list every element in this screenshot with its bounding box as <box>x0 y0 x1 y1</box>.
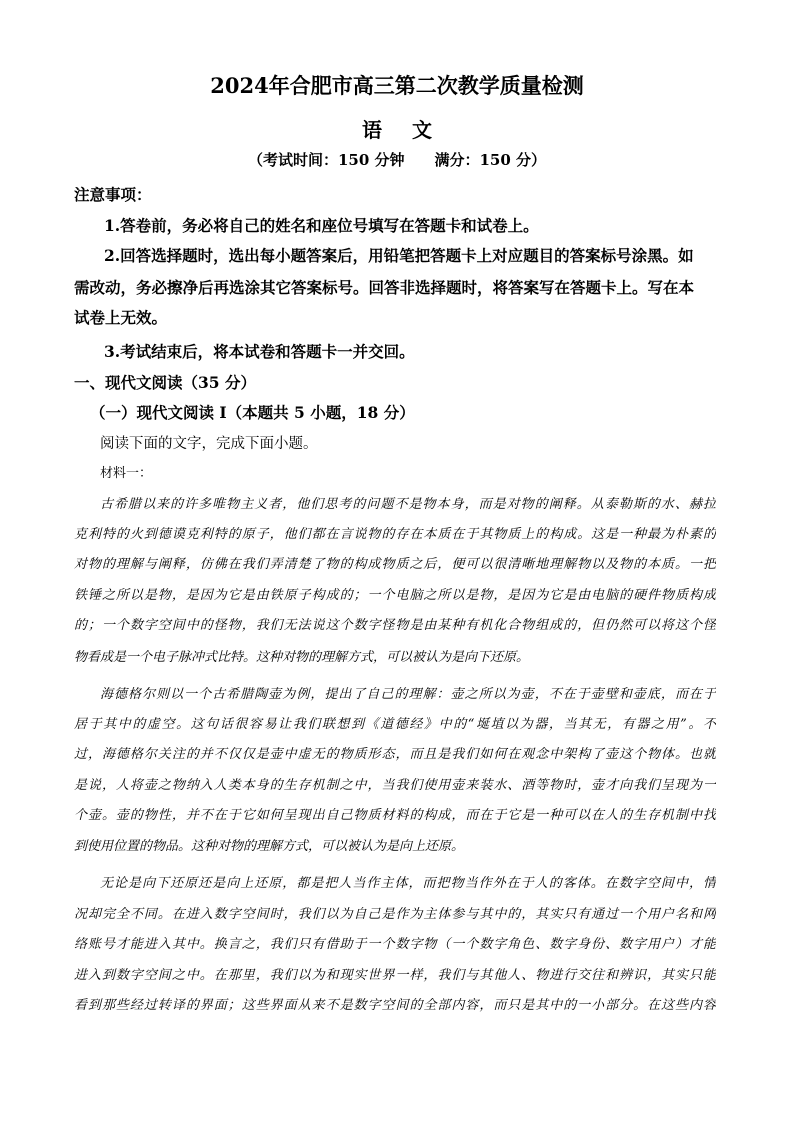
passage-line: 古希腊以来的许多唯物主义者，他们思考的问题不是物本身，而是对物的阐释。从泰勒斯的水、赫拉 <box>100 497 716 512</box>
subject-char-1: 语 <box>362 118 382 142</box>
page-title: 2024年合肥市高三第二次教学质量检测 <box>210 73 584 98</box>
passage-line: 克利特的火到德谟克利特的原子，他们都在言说物的存在本质在于其物质上的构成。这是一种最为朴素的 <box>74 527 716 542</box>
subject-char-2: 文 <box>412 118 432 142</box>
notice-item-2-line-2: 需改动，务必擦净后再选涂其它答案标号。回答非选择题时，将答案写在答题卡上。写在本 <box>74 278 695 297</box>
passage-line: 看到那些经过转译的界面；这些界面从来不是数字空间的全部内容，而只是其中的一小部分。在这些内容 <box>74 998 716 1013</box>
notice-heading: 注意事项： <box>74 185 152 204</box>
passage-line: 无论是向下还原还是向上还原，都是把人当作主体，而把物当作外在于人的客体。在数字空间中，情 <box>100 876 716 891</box>
passage-line: 况却完全不同。在进入数字空间时，我们以为自己是作为主体参与其中的，其实只有通过一个用户名和网 <box>74 907 716 922</box>
passage-line: 是说，人将壶之物纳入人类本身的生存机制之中，当我们使用壶来装水、酒等物时，壶才向我们呈现为一 <box>74 778 716 793</box>
passage-line: 到使用位置的物品。这种对物的理解方式，可以被认为是向上还原。 <box>74 839 465 854</box>
passage-line: 物看成是一个电子脉冲式比特。这种对物的理解方式，可以被认为是向下还原。 <box>74 650 530 665</box>
subsection-heading: （一）现代文阅读 I（本题共 5 小题，18 分） <box>90 403 415 422</box>
notice-item-2-line-1: 2.回答选择题时，选出每小题答案后，用铅笔把答题卡上对应题目的答案标号涂黑。如 <box>104 246 694 265</box>
passage-line: 的；一个数字空间中的怪物，我们无法说这个数字怪物是由某种有机化合物组成的，但仍然可以将这个怪 <box>74 618 716 633</box>
passage-line: 络账号才能进入其中。换言之，我们只有借助于一个数字物（一个数字角色、数字身份、数字用户）才能 <box>74 937 716 952</box>
passage-line: 个壶。壶的物性，并不在于它如何呈现出自己物质材料的构成，而在于它是一种可以在人的生存机制中找 <box>74 808 716 823</box>
subject-title <box>0 114 794 143</box>
passage-line: 过，海德格尔关注的并不仅仅是壶中虚无的物质形态，而且是我们如何在观念中架构了壶这个物体。也就 <box>74 747 716 762</box>
exam-info: （考试时间：150 分钟 满分：150 分） <box>247 151 547 169</box>
notice-item-1: 1.答卷前，务必将自己的姓名和座位号填写在答题卡和试卷上。 <box>104 216 539 235</box>
passage-line: 铁锤之所以是物，是因为它是由铁原子构成的；一个电脑之所以是物，是因为它是由电脑的硬件物质构成 <box>74 588 716 603</box>
instruction-text: 阅读下面的文字，完成下面小题。 <box>100 436 318 452</box>
passage-line: 居于其中的虚空。这句话很容易让我们联想到《道德经》中的“埏埴以为器，当其无，有器之用”。不 <box>74 717 716 732</box>
passage-line: 对物的理解与阐释，仿佛在我们弄清楚了物的构成物质之后，便可以很清晰地理解物以及物的本质。一把 <box>74 557 716 572</box>
section-heading: 一、现代文阅读（35 分） <box>74 373 256 392</box>
material-label: 材料一： <box>100 466 153 481</box>
passage-line: 海德格尔则以一个古希腊陶壶为例，提出了自己的理解：壶之所以为壶，不在于壶壁和壶底，而在于 <box>100 687 716 702</box>
notice-item-3: 3.考试结束后，将本试卷和答题卡一并交回。 <box>104 342 415 361</box>
notice-item-2-line-3: 试卷上无效。 <box>74 308 168 327</box>
passage-line: 进入到数字空间之中。在那里，我们以为和现实世界一样，我们与其他人、物进行交往和辨识，其实只能 <box>74 968 716 983</box>
